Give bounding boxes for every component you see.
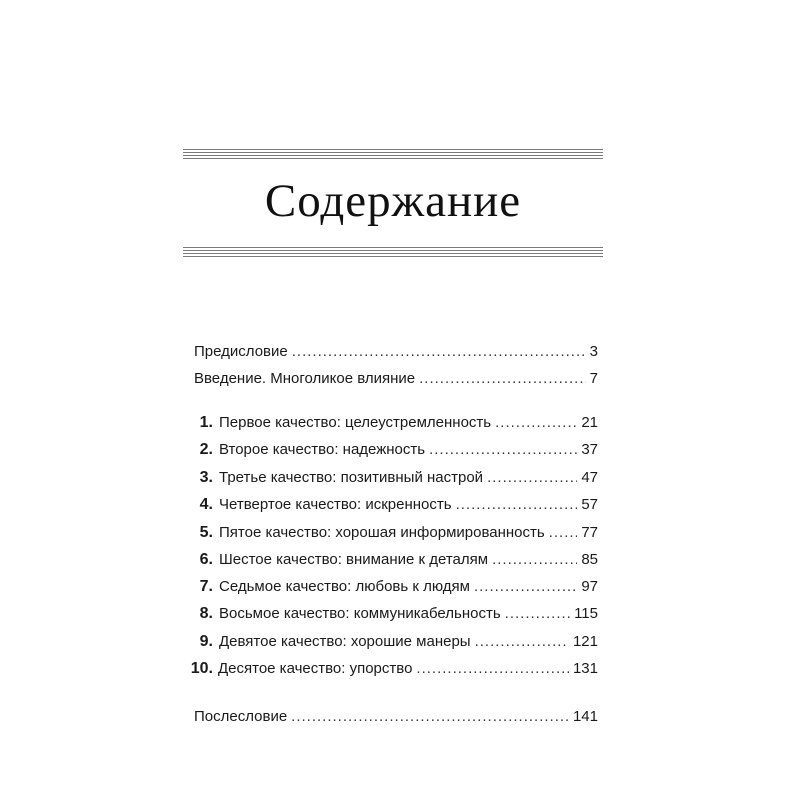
toc-entry-page: 7 xyxy=(589,370,598,387)
toc-entry-page: 77 xyxy=(581,524,598,541)
toc-entry-label: Десятое качество: упорство xyxy=(218,660,413,677)
dot-leader xyxy=(291,708,569,725)
toc-entry-page: 3 xyxy=(589,343,598,360)
toc-entry-chapter-7[interactable] xyxy=(186,578,598,598)
toc-entry-afterword[interactable] xyxy=(186,708,598,728)
toc-entry-page: 131 xyxy=(572,660,598,677)
dot-leader xyxy=(492,551,577,568)
toc-entry-chapter-3[interactable] xyxy=(186,469,598,489)
toc-entry-introduction[interactable] xyxy=(186,370,598,390)
dot-leader xyxy=(416,660,569,677)
dot-leader xyxy=(475,633,569,650)
toc-entry-page: 85 xyxy=(581,551,598,568)
toc-entry-label: Второе качество: надежность xyxy=(219,441,426,458)
title-top-rules xyxy=(183,149,603,161)
chapter-number: 7. xyxy=(199,578,213,595)
toc-entry-label: Седьмое качество: любовь к людям xyxy=(219,578,470,595)
chapter-number: 1. xyxy=(199,414,213,431)
toc-entry-label: Шестое качество: внимание к деталям xyxy=(219,551,489,568)
dot-leader xyxy=(419,370,586,387)
chapter-number: 9. xyxy=(199,633,213,650)
chapter-number: 5. xyxy=(199,524,213,541)
chapter-number: 4. xyxy=(199,496,213,513)
chapter-number: 10. xyxy=(190,660,213,677)
title-bottom-rules xyxy=(183,247,603,259)
toc-entry-page: 37 xyxy=(581,441,598,458)
toc-entry-chapter-4[interactable] xyxy=(186,496,598,516)
toc-entry-chapter-8[interactable] xyxy=(186,605,598,625)
toc-entry-page: 115 xyxy=(574,605,598,622)
toc-entry-page: 21 xyxy=(581,414,598,431)
toc-entry-label: Предисловие xyxy=(194,343,288,360)
toc-entry-label: Девятое качество: хорошие манеры xyxy=(219,633,471,650)
toc-entry-chapter-9[interactable] xyxy=(186,633,598,653)
dot-leader xyxy=(505,605,570,622)
dot-leader xyxy=(495,414,577,431)
toc-entry-chapter-1[interactable] xyxy=(186,414,598,434)
toc-entry-page: 141 xyxy=(572,708,598,725)
dot-leader xyxy=(549,524,578,541)
page-title: Содержание xyxy=(264,175,522,227)
toc-entry-chapter-6[interactable] xyxy=(186,551,598,571)
chapter-number: 2. xyxy=(199,441,213,458)
toc-entry-label: Введение. Многоликое влияние xyxy=(194,370,416,387)
chapter-number: 8. xyxy=(199,605,213,622)
dot-leader xyxy=(456,496,578,513)
dot-leader xyxy=(487,469,577,486)
toc-entry-label: Восьмое качество: коммуникабельность xyxy=(219,605,501,622)
chapter-number: 6. xyxy=(199,551,213,568)
toc-entry-label: Третье качество: позитивный настрой xyxy=(219,469,484,486)
toc-entry-chapter-2[interactable] xyxy=(186,441,598,461)
dot-leader xyxy=(292,343,586,360)
chapter-number: 3. xyxy=(199,469,213,486)
toc-entry-label: Послесловие xyxy=(194,708,288,725)
toc-entry-label: Пятое качество: хорошая информированность xyxy=(219,524,545,541)
toc-entry-page: 47 xyxy=(581,469,598,486)
toc-entry-page: 97 xyxy=(581,578,598,595)
dot-leader xyxy=(429,441,577,458)
toc-entry-chapter-10[interactable] xyxy=(186,660,598,680)
toc-entry-page: 121 xyxy=(572,633,598,650)
toc-entry-chapter-5[interactable] xyxy=(186,524,598,544)
toc-entry-label: Первое качество: целеустремленность xyxy=(219,414,492,431)
toc-entry-preface[interactable] xyxy=(186,343,598,363)
toc-entry-label: Четвертое качество: искренность xyxy=(219,496,452,513)
toc-entry-page: 57 xyxy=(581,496,598,513)
dot-leader xyxy=(474,578,577,595)
